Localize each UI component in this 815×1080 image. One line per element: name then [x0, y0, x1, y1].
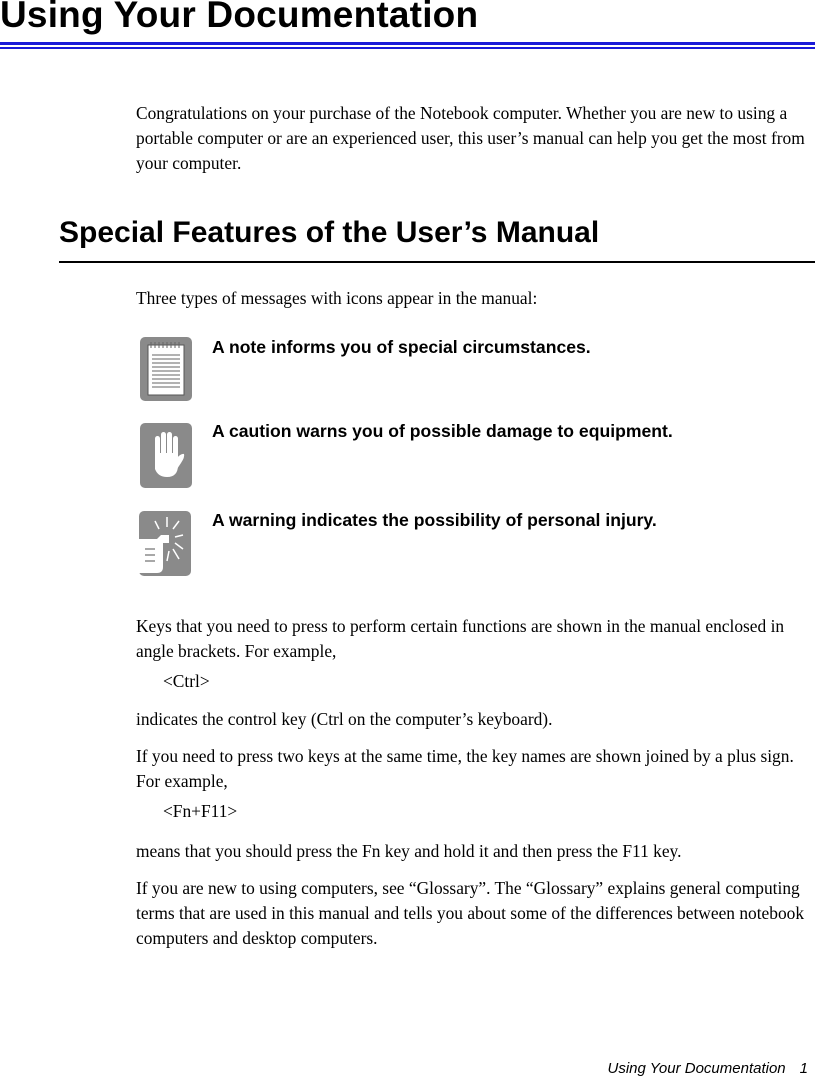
example-ctrl: <Ctrl> — [163, 671, 210, 691]
two-keys-paragraph: If you need to press two keys at the same time, the key names are shown joined by a plus sign. For example, — [136, 746, 794, 791]
section-lead: Three types of messages with icons appear in the manual: — [136, 288, 538, 308]
ctrl-explanation: indicates the control key (Ctrl on the computer’s keyboard). — [136, 709, 553, 729]
footer-label: Using Your Documentation — [607, 1060, 786, 1077]
title-rule-top — [0, 42, 815, 45]
caution-hand-icon — [140, 423, 192, 488]
fn-explanation: means that you should press the Fn key and hold it and then press the F11 key. — [136, 841, 682, 861]
example-fn-f11: <Fn+F11> — [163, 801, 238, 821]
section-rule — [59, 261, 815, 263]
warning-message: A warning indicates the possibility of personal injury. — [212, 510, 657, 530]
glossary-paragraph: If you are new to using computers, see “Glossary”. The “Glossary” explains general computing terms that are used in this manual and tells you about some of the differences between notebook computers and desktop computers. — [136, 878, 805, 948]
page-title: Using Your Documentation — [0, 0, 479, 35]
title-rule-bottom — [0, 47, 815, 49]
intro-paragraph: Congratulations on your purchase of the Notebook computer. Whether you are new to using a portable computer or are an experienced user, this user’s manual can help you get the most from your computer. — [136, 103, 805, 173]
warning-hand-icon — [139, 511, 191, 576]
page-footer — [607, 1060, 808, 1077]
note-icon — [140, 337, 192, 401]
keys-paragraph: Keys that you need to press to perform certain functions are shown in the manual enclosed in angle brackets. For example, — [136, 616, 785, 661]
page-number: 1 — [799, 1060, 808, 1077]
caution-message: A caution warns you of possible damage to equipment. — [212, 421, 673, 441]
section-heading: Special Features of the User’s Manual — [59, 216, 600, 249]
note-message: A note informs you of special circumstances. — [212, 337, 591, 357]
